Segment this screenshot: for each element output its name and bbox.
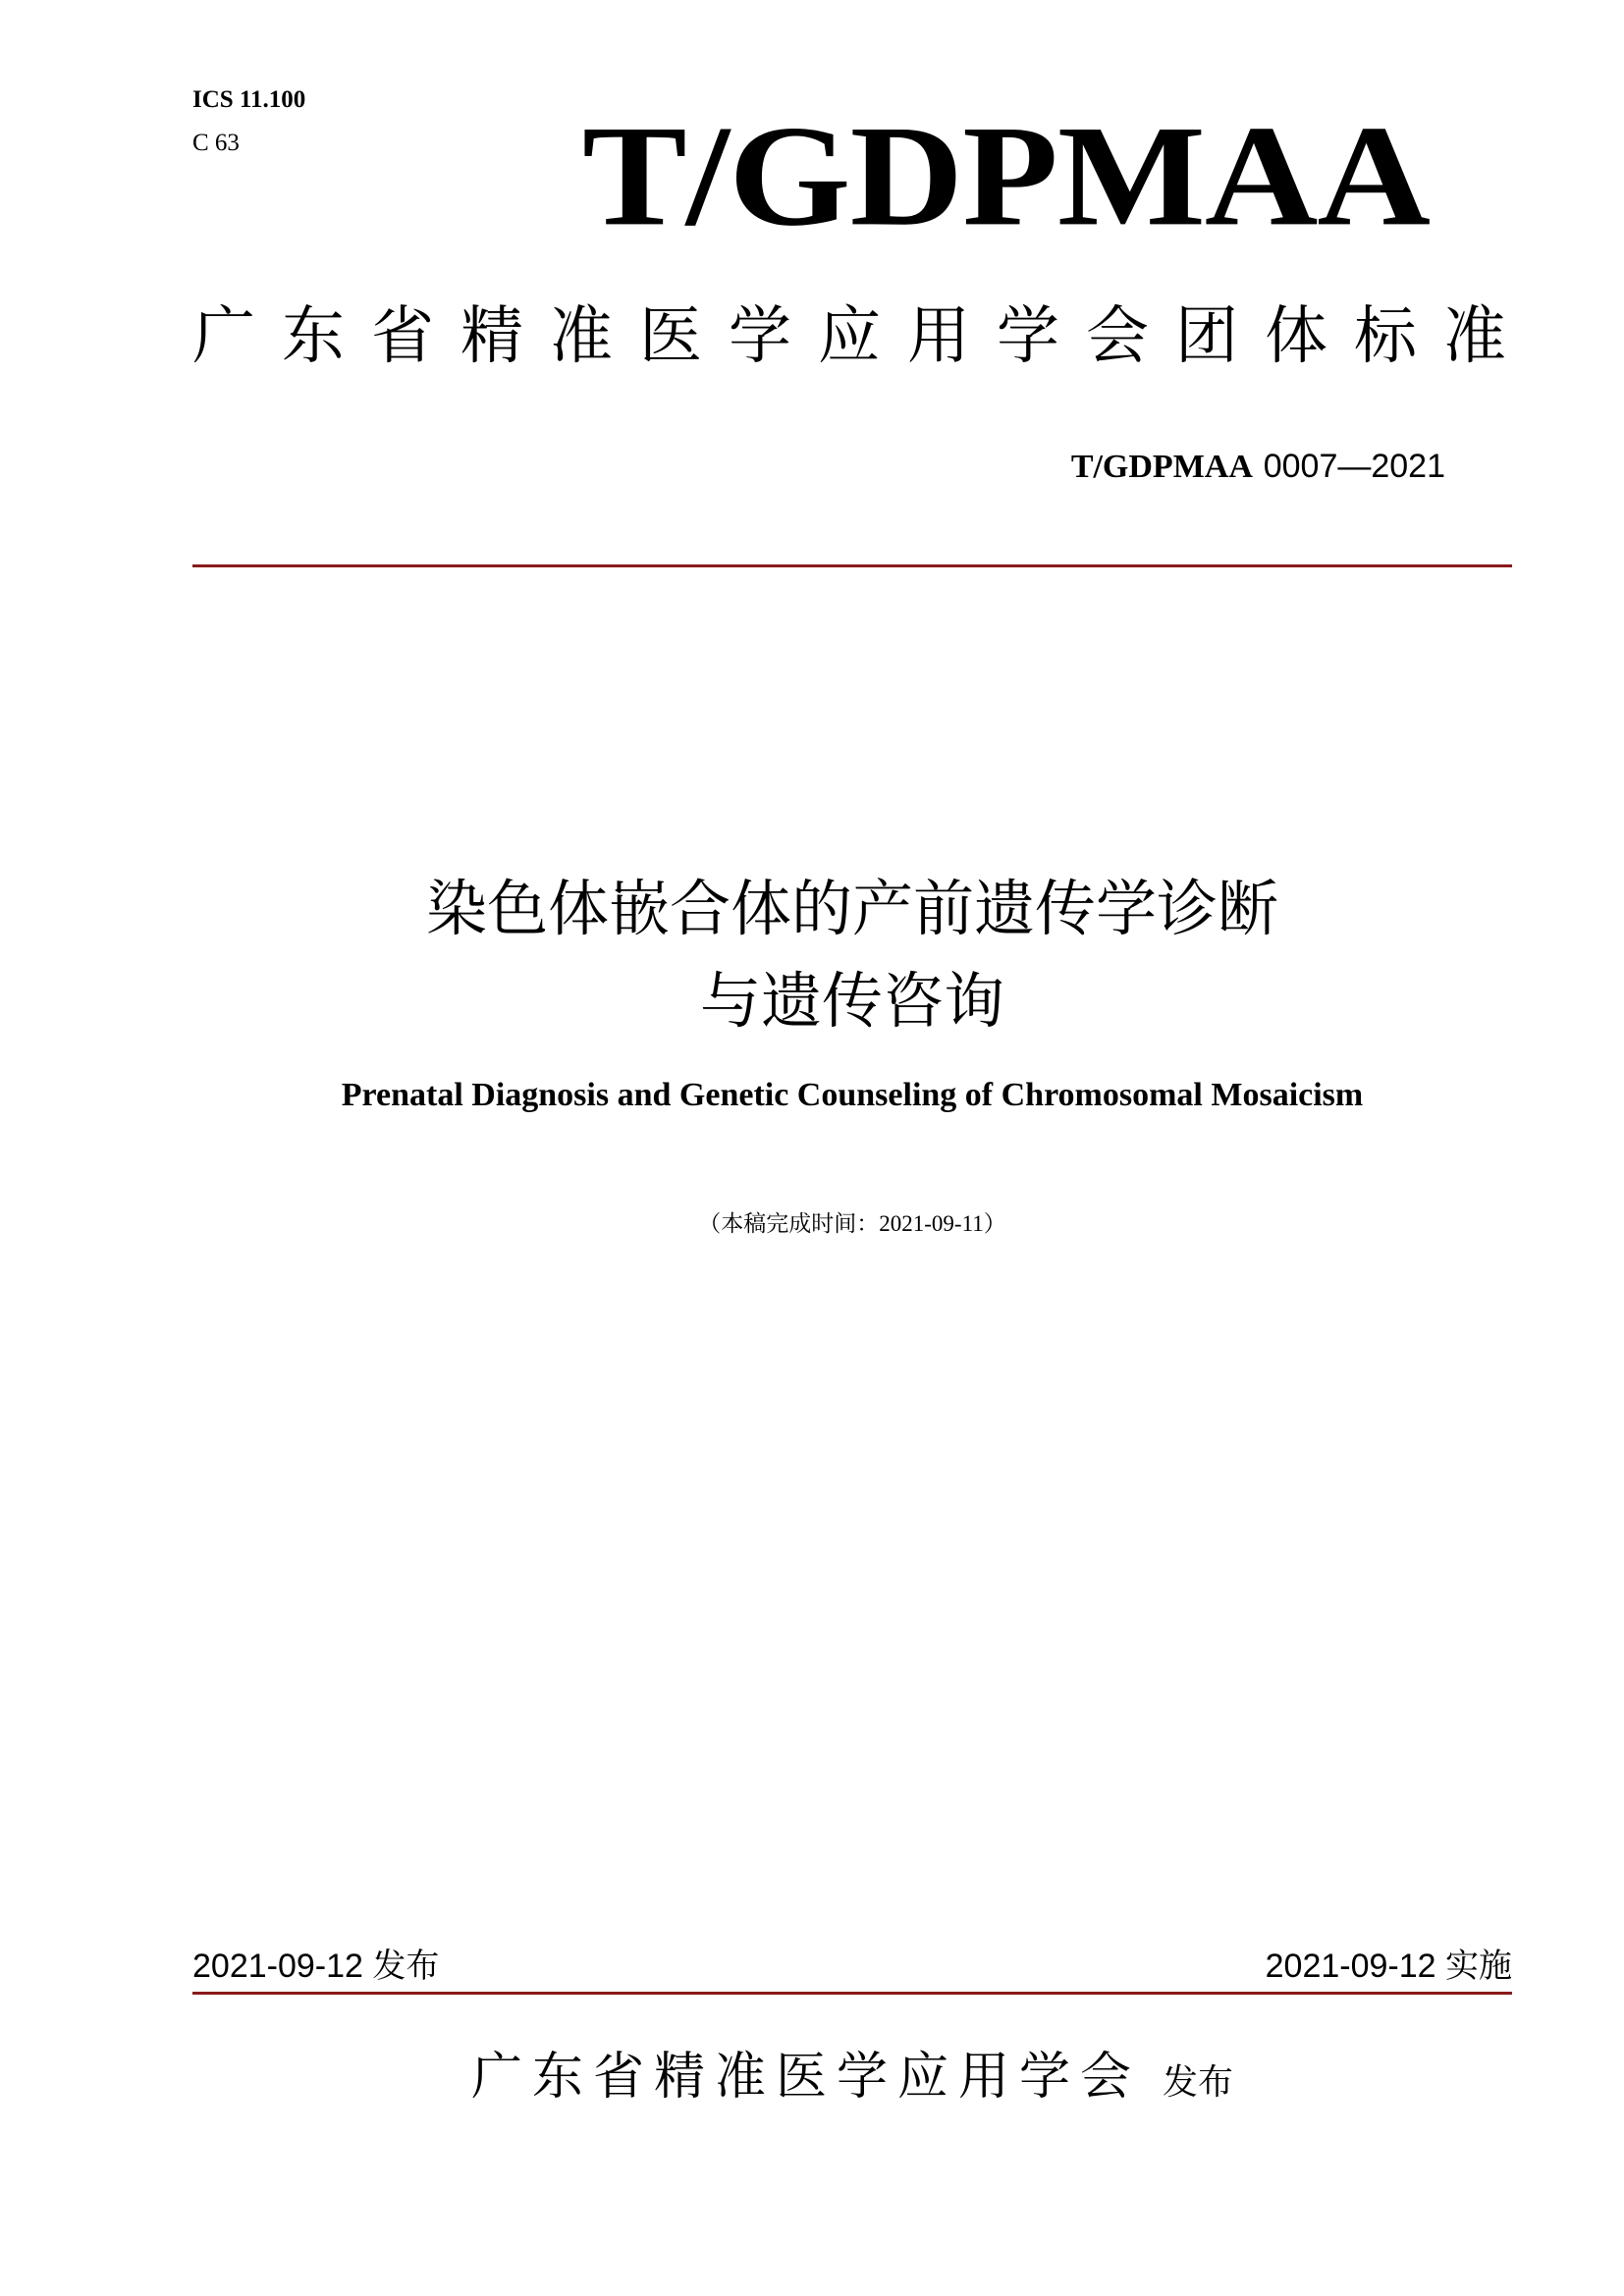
bottom-divider — [192, 1992, 1512, 1995]
draft-completion-note: （本稿完成时间：2021-09-11） — [698, 1211, 1006, 1236]
ics-code: ICS 11.100 — [192, 86, 306, 113]
document-title-cn-line1: 染色体嵌合体的产前遗传学诊断 — [425, 873, 1278, 944]
standard-logo-mark: T/GDPMAA — [581, 94, 1430, 256]
publisher — [192, 2047, 1512, 2113]
document-title-cn-line2: 与遗传咨询 — [699, 965, 1004, 1037]
organization-standard-title: 广东省精准医学应用学会团体标准 — [192, 300, 1533, 373]
standard-number-code: T/GDPMAA — [1070, 449, 1253, 485]
implementation-date: 2021-09-12 实施 — [1265, 1948, 1512, 1985]
top-divider — [192, 564, 1512, 567]
issue-date: 2021-09-12 发布 — [192, 1948, 440, 1985]
publisher-suffix: 发布 — [1163, 2062, 1234, 2103]
standard-number-value: 0007—2021 — [1263, 448, 1445, 485]
publisher-name: 广东省精准医学应用学会 — [470, 2048, 1141, 2107]
standard-number — [982, 446, 1445, 488]
document-title-en: Prenatal Diagnosis and Genetic Counseling of Chromosomal Mosaicism — [341, 1077, 1364, 1113]
ccs-code: C 63 — [192, 130, 240, 156]
